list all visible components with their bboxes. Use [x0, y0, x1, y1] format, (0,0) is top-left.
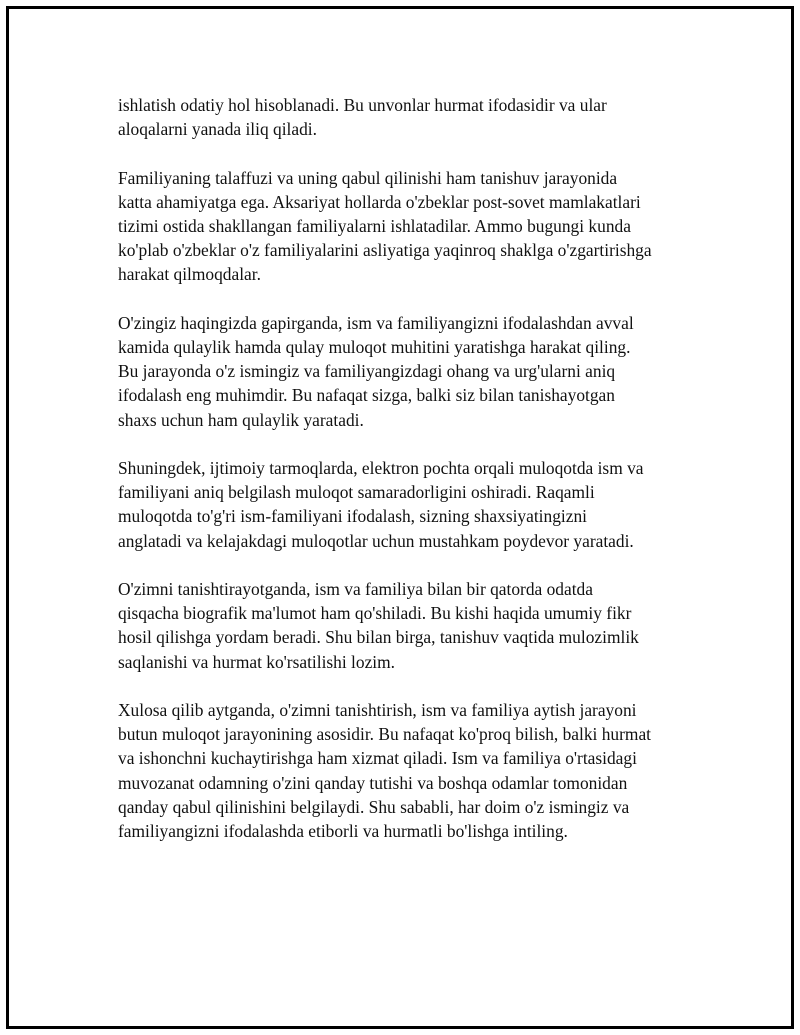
- text-line: familiyani aniq belgilash muloqot samaradorligini oshiradi. Raqamli: [118, 482, 595, 503]
- text-line: O'zimni tanishtirayotganda, ism va familiya bilan bir qatorda odatda: [118, 579, 593, 599]
- document-body: [118, 93, 708, 867]
- text-line: familiyangizni ifodalashda etiborli va hurmatli bo'lishga intiling.: [118, 821, 568, 842]
- text-line: hosil qilishga yordam beradi. Shu bilan birga, tanishuv vaqtida mulozimlik: [118, 627, 639, 648]
- text-line: shaxs uchun ham qulaylik yaratadi.: [118, 409, 364, 430]
- text-line: kamida qulaylik hamda qulay muloqot muhitini yaratishga harakat qiling.: [118, 337, 631, 357]
- text-line: butun muloqot jarayonining asosidir. Bu nafaqat ko'proq bilish, balki hurmat: [118, 724, 651, 745]
- text-line: anglatadi va kelajakdagi muloqotlar uchun mustahkam poydevor yaratadi.: [118, 530, 634, 551]
- text-line: tizimi ostida shakllangan familiyalarni ishlatadilar. Ammo bugungi kunda: [118, 216, 631, 236]
- paragraph-1: [118, 93, 708, 141]
- text-line: saqlanishi va hurmat ko'rsatilishi lozim.: [118, 651, 395, 672]
- text-line: ko'plab o'zbeklar o'z familiyalarini asliyatiga yaqinroq shaklga o'zgartirishga: [118, 240, 652, 261]
- text-line: muloqotda to'g'ri ism-familiyani ifodalash, sizning shaxsiyatingizni: [118, 506, 587, 527]
- paragraph-4: [118, 456, 708, 553]
- text-line: ifodalash eng muhimdir. Bu nafaqat sizga, balki siz bilan tanishayotgan: [118, 385, 615, 406]
- text-line: harakat qilmoqdalar.: [118, 264, 261, 285]
- text-line: katta ahamiyatga ega. Aksariyat hollarda o'zbeklar post-sovet mamlakatlari: [118, 191, 641, 212]
- paragraph-3: [118, 311, 708, 432]
- text-line: va ishonchni kuchaytirishga ham xizmat qiladi. Ism va familiya o'rtasidagi: [118, 748, 637, 769]
- paragraph-5: [118, 577, 708, 674]
- text-line: Shuningdek, ijtimoiy tarmoqlarda, elektron pochta orqali muloqotda ism va: [118, 458, 644, 478]
- text-line: qanday qabul qilinishini belgilaydi. Shu sababli, har doim o'z ismingiz va: [118, 796, 630, 817]
- text-line: O'zingiz haqingizda gapirganda, ism va familiyangizni ifodalashdan avval: [118, 312, 634, 333]
- text-line: aloqalarni yanada iliq qiladi.: [118, 119, 317, 140]
- text-line: ishlatish odatiy hol hisoblanadi. Bu unvonlar hurmat ifodasidir va ular: [118, 95, 607, 115]
- text-line: qisqacha biografik ma'lumot ham qo'shiladi. Bu kishi haqida umumiy fikr: [118, 603, 632, 624]
- paragraph-2: [118, 166, 708, 287]
- text-line: Bu jarayonda o'z ismingiz va familiyangizdagi ohang va urg'ularni aniq: [118, 361, 616, 382]
- text-line: muvozanat odamning o'zini qanday tutishi va boshqa odamlar tomonidan: [118, 772, 628, 793]
- paragraph-6: [118, 698, 708, 843]
- text-line: Familiyaning talaffuzi va uning qabul qilinishi ham tanishuv jarayonida: [118, 167, 618, 188]
- text-line: Xulosa qilib aytganda, o'zimni tanishtirish, ism va familiya aytish jarayoni: [118, 700, 637, 720]
